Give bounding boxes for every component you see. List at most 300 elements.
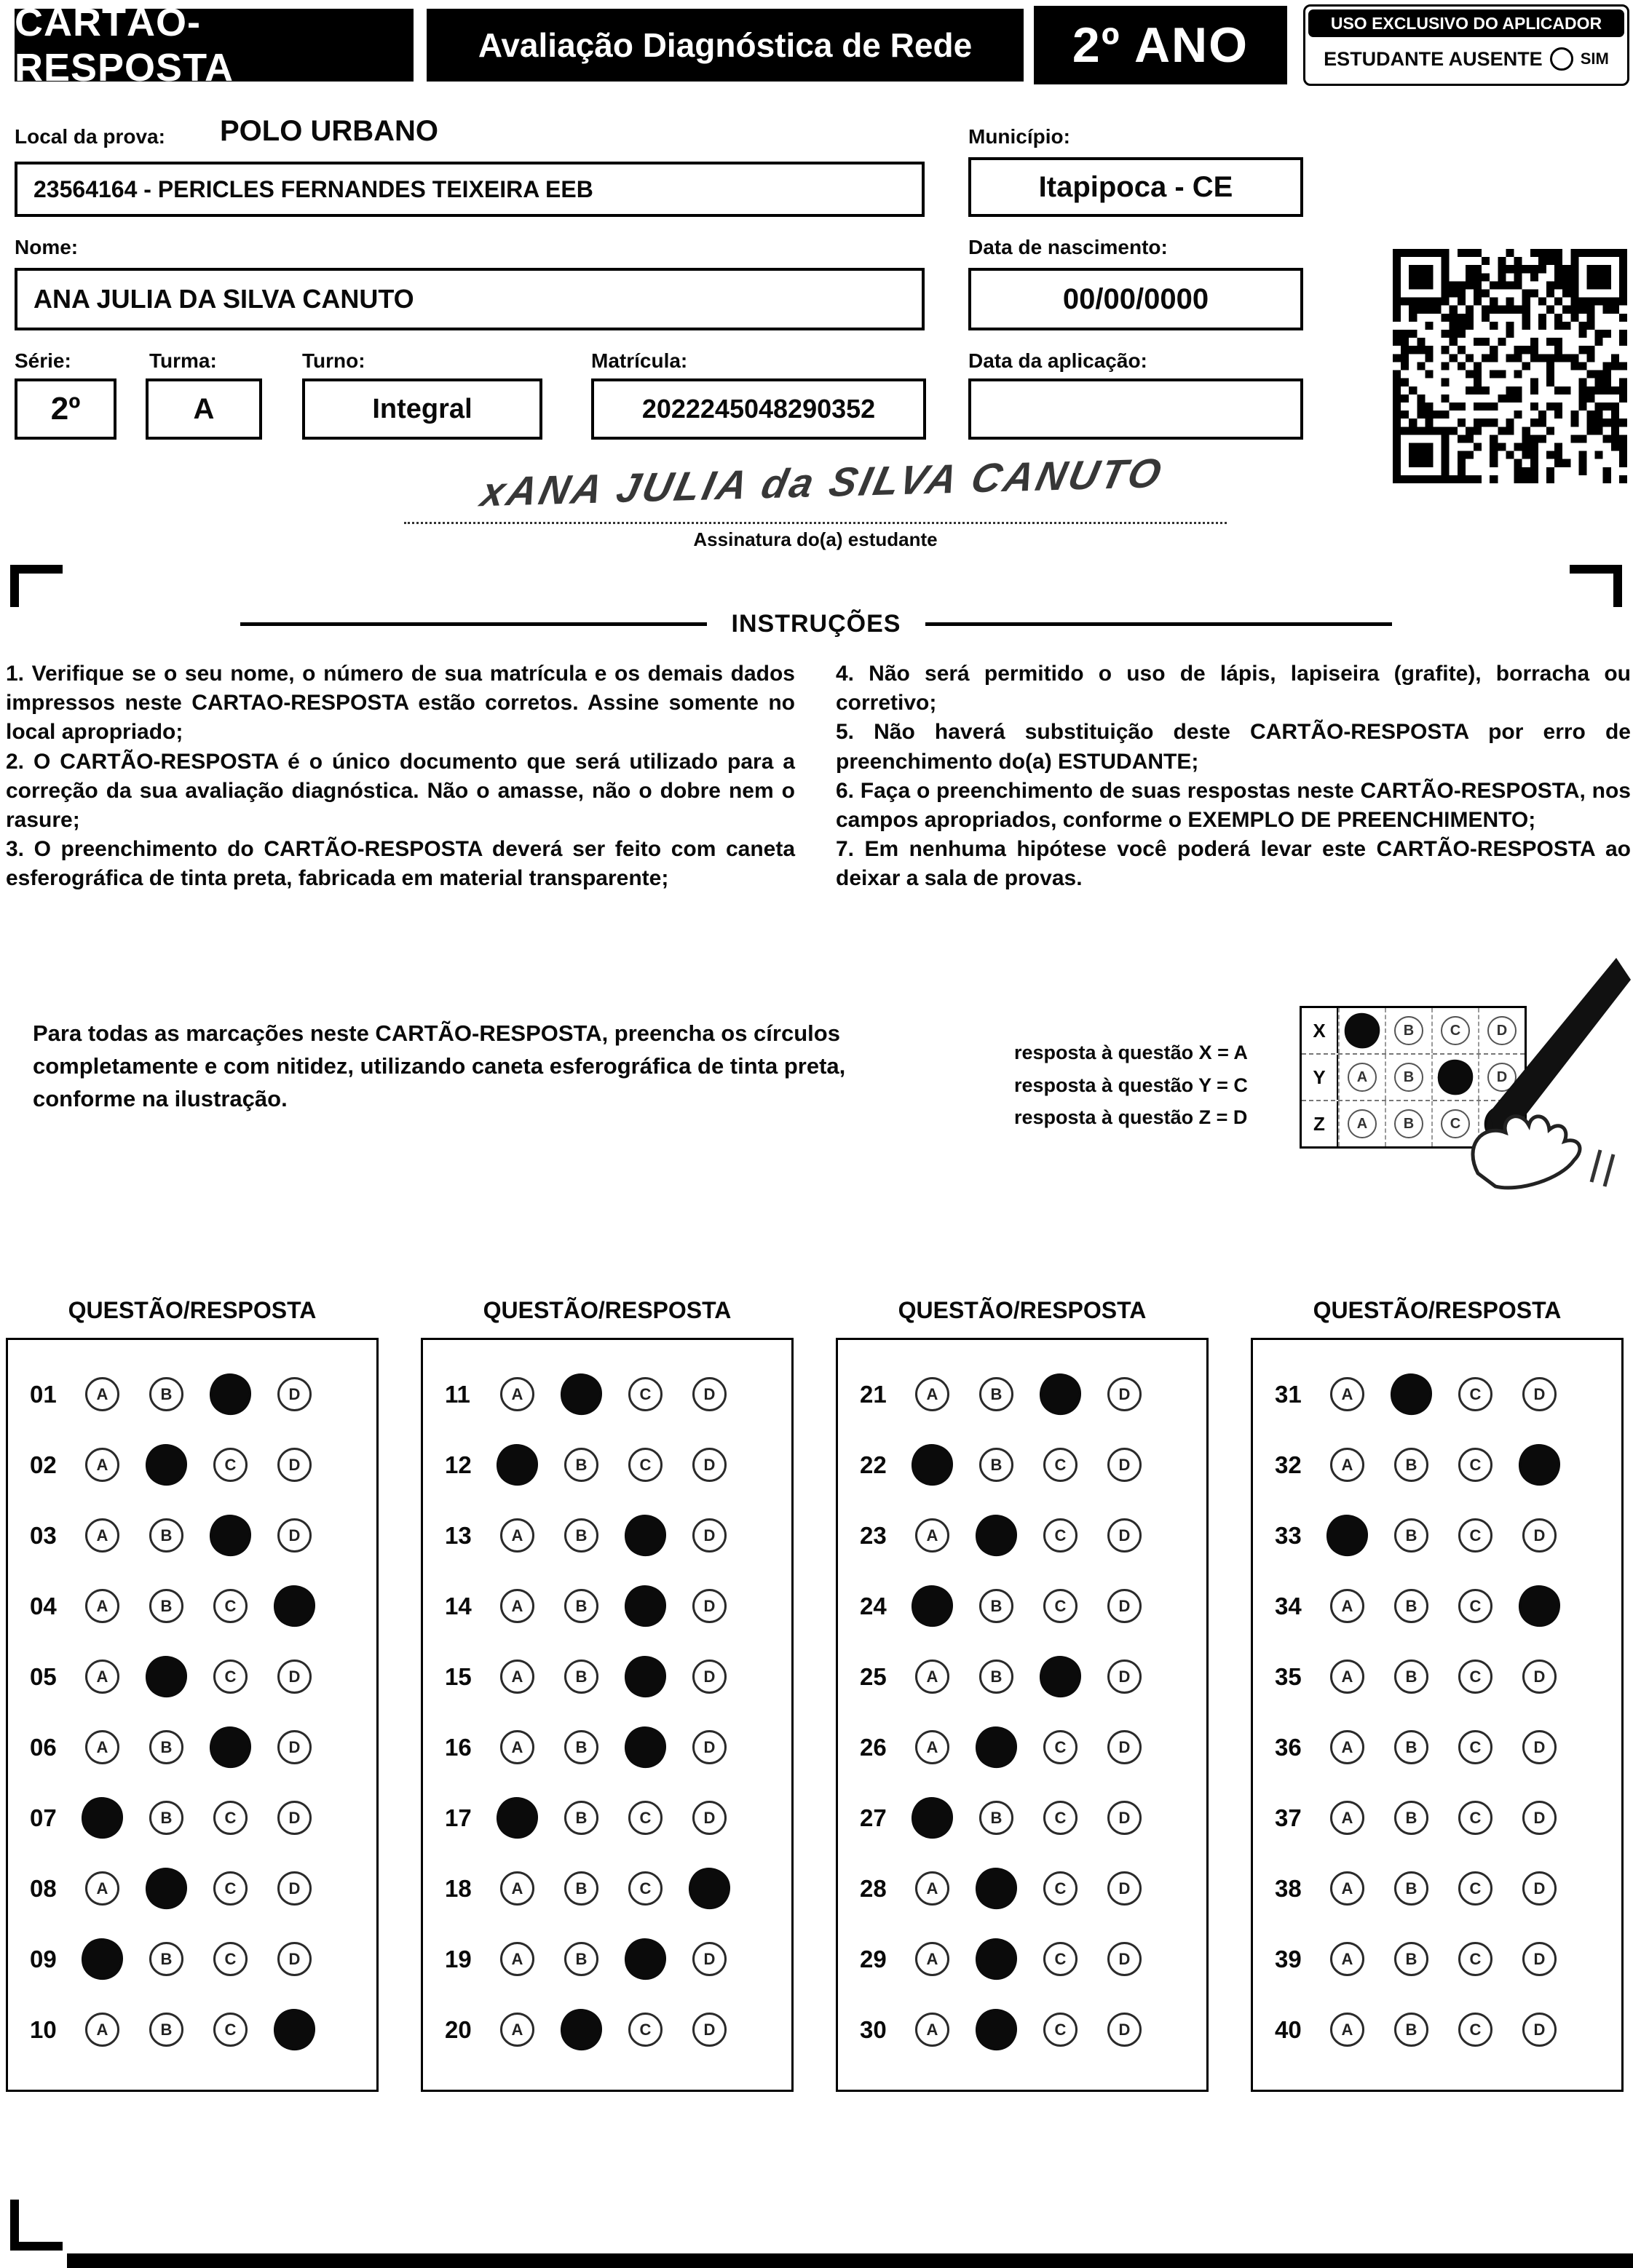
answer-column-header: QUESTÃO/RESPOSTA [898,1297,1147,1323]
answer-bubble: A [915,1660,949,1694]
fill-note: Para todas as marcações neste CARTÃO-RESPOSTA, preencha os círculos completamente e com nitidez, utilizando caneta esferográfica de tinta preta, conforme na ilustração. [33,1020,846,1111]
question-options [85,1942,312,1976]
answer-bubble: D [692,1801,727,1835]
question-number: 15 [445,1662,472,1690]
local-da-prova-label: Local da prova: [15,125,165,148]
answer-bubble: D [1522,1801,1557,1835]
student-absent-label: ESTUDANTE AUSENTE [1324,47,1543,70]
instructions-header [240,610,1392,638]
answer-bubble: C [628,1448,663,1482]
answer-bubble: B [979,1660,1013,1694]
matricula-label: Matrícula: [591,349,688,372]
answer-bubble: C [1458,1730,1492,1764]
answer-bubble: B [979,1801,1013,1835]
answer-bubble: A [915,2013,949,2047]
nome-field: ANA JULIA DA SILVA CANUTO [15,268,925,330]
assessment-title: Avaliação Diagnóstica de Rede [427,9,1024,82]
answer-bubble: A [915,1730,949,1764]
answer-bubble-filled [270,1582,318,1630]
answer-bubble: D [1522,1377,1557,1411]
answer-bubble: B [564,1730,598,1764]
example-bubble: A [1348,1063,1377,1092]
answer-bubble: D [692,1377,727,1411]
question-options [500,2013,727,2047]
question-row [838,1571,1206,1641]
question-number: 11 [445,1380,470,1408]
question-number: 12 [445,1451,472,1478]
answer-bubble: A [500,1518,534,1553]
question-options [500,1660,727,1694]
question-row [423,1924,791,1994]
answer-bubble: A [500,1871,534,1906]
answer-bubble: A [85,2013,119,2047]
answer-bubble: D [1107,2013,1142,2047]
question-row [8,1430,376,1500]
answer-bubble: B [1394,1730,1428,1764]
question-options [500,1377,727,1411]
answer-bubble: D [1522,2013,1557,2047]
question-number: 01 [30,1380,57,1408]
answer-bubble: B [1394,1801,1428,1835]
answer-bubble: B [564,1518,598,1553]
answer-column-header: QUESTÃO/RESPOSTA [68,1297,317,1323]
question-number: 38 [1275,1874,1302,1902]
answer-bubble-filled [1515,1440,1563,1488]
answer-bubble: C [1458,1448,1492,1482]
hand-pen-illustration [1450,955,1633,1195]
question-number: 17 [445,1804,472,1831]
answer-bubble: C [213,1801,248,1835]
question-row [1253,1924,1621,1994]
example-cell [1385,1055,1431,1100]
answer-bubble: A [1330,1660,1364,1694]
question-options [915,1448,1142,1482]
answer-bubble: C [213,1448,248,1482]
answer-bubble: A [500,2013,534,2047]
answer-bubble: A [1330,1448,1364,1482]
answer-bubble: A [500,1660,534,1694]
answer-bubble-filled [908,1440,956,1488]
question-row [8,1712,376,1783]
answer-bubble: D [1107,1377,1142,1411]
answer-grid [1251,1338,1624,2092]
answer-bubble-filled [206,1723,254,1771]
serie-label: Série: [15,349,71,372]
answer-bubble: B [979,1377,1013,1411]
question-options [915,1942,1142,1976]
instruction-item: 4. Não será permitido o uso de lápis, lapiseira (grafite), borracha ou corretivo; [836,662,1631,715]
registration-mark-bottom-left [10,2200,63,2251]
question-options [85,1801,312,1835]
example-caption: resposta à questão X = A [1014,1042,1248,1063]
question-row [1253,1783,1621,1853]
example-bubble: B [1394,1109,1423,1138]
question-number: 36 [1275,1733,1302,1761]
answer-bubble: C [1458,1377,1492,1411]
example-cell [1385,1008,1431,1053]
question-options [1330,1801,1557,1835]
question-row [838,1783,1206,1853]
question-number: 37 [1275,1804,1302,1831]
question-number: 33 [1275,1521,1302,1549]
nascimento-field: 00/00/0000 [968,268,1303,330]
answer-bubble: C [1043,2013,1078,2047]
question-options [1330,1942,1557,1976]
example-cell [1338,1101,1385,1146]
answer-bubble: C [1458,1942,1492,1976]
example-bubble: B [1394,1016,1423,1045]
answer-bubble: C [213,1871,248,1906]
question-number: 14 [445,1592,472,1619]
question-row [838,1500,1206,1571]
question-number: 24 [860,1592,887,1619]
answer-bubble-filled [621,1511,669,1559]
answer-bubble-filled [972,1511,1020,1559]
answer-bubble: A [1330,1589,1364,1623]
question-options [915,1589,1142,1623]
matricula-field: 2022245048290352 [591,378,926,440]
instruction-item: 6. Faça o preenchimento de suas respostas neste CARTÃO-RESPOSTA, nos campos apropriados, conforme o EXEMPLO DE PREENCHIMENTO; [836,778,1631,832]
answer-bubble: A [500,1589,534,1623]
question-row [8,1500,376,1571]
question-options [85,1377,312,1411]
applicator-bar: USO EXCLUSIVO DO APLICADOR [1308,9,1624,37]
signature-caption: Assinatura do(a) estudante [693,528,938,550]
example-bubble: D [1487,1063,1517,1092]
answer-bubble: A [1330,1801,1364,1835]
answer-bubble: A [85,1660,119,1694]
answer-bubble: D [277,1942,312,1976]
question-number: 30 [860,2015,887,2043]
answer-bubble-filled [1036,1370,1084,1418]
question-row [8,1994,376,2065]
answer-bubble: D [1107,1448,1142,1482]
answer-bubble: D [1107,1942,1142,1976]
instruction-item: 2. O CARTÃO-RESPOSTA é o único documento que será utilizado para a correção da sua avaliação diagnóstica. Não o amasse, não o dobre nem o rasure; [6,749,795,832]
example-cell [1338,1055,1385,1100]
answer-bubble: C [1043,1871,1078,1906]
question-row [8,1571,376,1641]
turma-label: Turma: [149,349,217,372]
question-options [85,2013,312,2047]
answer-bubble: D [692,2013,727,2047]
question-number: 34 [1275,1592,1302,1619]
question-row [838,1924,1206,1994]
example-caption: resposta à questão Y = C [1014,1074,1248,1096]
serie-field: 2º [15,378,116,440]
answer-bubble: B [1394,1871,1428,1906]
question-number: 09 [30,1945,57,1972]
answer-bubble: B [149,1589,183,1623]
question-row [1253,1571,1621,1641]
question-options [500,1448,727,1482]
question-options [1330,1448,1557,1482]
example-row-label: X [1302,1008,1338,1053]
question-options [915,1518,1142,1553]
answer-bubble: A [85,1730,119,1764]
answer-bubble-filled [142,1440,190,1488]
question-options [915,1871,1142,1906]
answer-bubble: B [564,1801,598,1835]
answer-bubble: D [1107,1871,1142,1906]
question-options [500,1801,727,1835]
question-row [1253,1641,1621,1712]
answer-bubble: C [1043,1730,1078,1764]
answer-bubble: B [564,1448,598,1482]
question-row [8,1359,376,1430]
answer-bubble: A [85,1589,119,1623]
answer-bubble: A [85,1871,119,1906]
question-row [838,1994,1206,2065]
answer-bubble-filled [270,2005,318,2053]
question-options [85,1660,312,1694]
answer-bubble-filled [972,1864,1020,1912]
registration-mark-top-left [10,565,63,607]
answer-bubble: B [149,2013,183,2047]
answer-bubble: D [277,1448,312,1482]
answer-bubble: C [628,1801,663,1835]
question-row [838,1430,1206,1500]
question-number: 04 [30,1592,57,1619]
answer-bubble-filled [1036,1652,1084,1700]
question-number: 40 [1275,2015,1302,2043]
qr-code [1393,249,1627,483]
answer-bubble: A [500,1730,534,1764]
signature-scrawl: xANA JULIA da SILVA CANUTO [477,449,1169,515]
question-number: 21 [860,1380,887,1408]
answer-bubble: B [564,1660,598,1694]
answer-bubble-filled [1323,1511,1371,1559]
answer-bubble: A [915,1942,949,1976]
answer-bubble-filled [78,1935,126,1983]
answer-bubble: A [1330,1942,1364,1976]
answer-bubble: A [915,1871,949,1906]
question-row [423,1994,791,2065]
answer-bubble: D [277,1871,312,1906]
answer-bubble-filled [557,1370,605,1418]
answer-bubble: C [1043,1448,1078,1482]
question-row [8,1783,376,1853]
answer-bubble: B [564,1871,598,1906]
answer-column-header: QUESTÃO/RESPOSTA [1313,1297,1562,1323]
question-options [85,1871,312,1906]
answer-bubble: C [213,2013,248,2047]
instructions-title: INSTRUÇÕES [731,610,901,638]
aplicacao-field [968,378,1303,440]
answer-bubble: A [500,1377,534,1411]
municipio-field: Itapipoca - CE [968,157,1303,217]
instructions-left [6,659,795,894]
example-bubble: B [1394,1063,1423,1092]
answer-bubble: B [1394,1448,1428,1482]
answer-grid [421,1338,794,2092]
answer-bubble: A [1330,2013,1364,2047]
answer-bubble-filled [621,1582,669,1630]
question-number: 29 [860,1945,887,1972]
example-bubble: C [1441,1016,1470,1045]
answer-bubble: D [692,1518,727,1553]
question-options [915,2013,1142,2047]
answer-bubble: B [564,1942,598,1976]
answer-bubble: B [149,1942,183,1976]
question-options [85,1448,312,1482]
example-bubble: C [1441,1109,1470,1138]
question-number: 03 [30,1521,57,1549]
answer-bubble: B [1394,1518,1428,1553]
question-options [500,1730,727,1764]
answer-bubble: B [1394,1660,1428,1694]
answer-bubble: D [692,1589,727,1623]
answer-bubble-filled [972,1935,1020,1983]
answer-bubble-filled [1515,1582,1563,1630]
answer-bubble-filled [908,1793,956,1841]
answer-bubble: A [85,1377,119,1411]
applicator-box [1303,4,1629,86]
answer-bubble: D [277,1660,312,1694]
question-row [838,1359,1206,1430]
answer-bubble: C [628,1377,663,1411]
answer-bubble: D [277,1518,312,1553]
question-number: 13 [445,1521,472,1549]
answer-bubble-filled [142,1652,190,1700]
instructions-rule-left [240,622,707,626]
answer-bubble-filled [972,1723,1020,1771]
answer-bubble: C [1458,1871,1492,1906]
answer-bubble: B [979,1448,1013,1482]
answer-bubble: D [692,1942,727,1976]
answer-bubble-filled [685,1864,733,1912]
question-options [915,1730,1142,1764]
nome-label: Nome: [15,236,79,258]
answer-bubble-filled [621,1652,669,1700]
municipio-label: Município: [968,125,1070,148]
answer-bubble: C [1043,1942,1078,1976]
question-row [423,1783,791,1853]
question-number: 25 [860,1662,887,1690]
answer-bubble: B [149,1377,183,1411]
question-row [423,1430,791,1500]
nascimento-label: Data de nascimento: [968,236,1168,258]
answer-bubble: A [1330,1377,1364,1411]
answer-bubble-filled [557,2005,605,2053]
answer-bubble-filled [908,1582,956,1630]
answer-bubble: B [564,1589,598,1623]
question-row [838,1853,1206,1924]
question-options [915,1660,1142,1694]
question-options [500,1518,727,1553]
question-row [838,1641,1206,1712]
question-options [500,1871,727,1906]
answer-bubble: D [1107,1589,1142,1623]
absent-sim-bubble [1550,47,1573,71]
question-row [1253,1500,1621,1571]
example-bubble: A [1348,1109,1377,1138]
answer-bubble: D [1107,1801,1142,1835]
answer-bubble: C [1458,2013,1492,2047]
answer-bubble: A [85,1448,119,1482]
answer-bubble: C [1043,1589,1078,1623]
answer-grid [836,1338,1209,2092]
answer-bubble: D [1107,1518,1142,1553]
answer-bubble: D [1522,1730,1557,1764]
question-options [915,1801,1142,1835]
example-cell [1385,1101,1431,1146]
aplicacao-label: Data da aplicação: [968,349,1147,372]
question-options [1330,1660,1557,1694]
question-number: 28 [860,1874,887,1902]
answer-bubble: A [915,1377,949,1411]
answer-bubble: D [1522,1660,1557,1694]
answer-bubble-filled [493,1793,541,1841]
answer-bubble: C [1043,1518,1078,1553]
answer-bubble: D [1107,1660,1142,1694]
answer-bubble-filled [206,1511,254,1559]
question-options [1330,1589,1557,1623]
question-number: 31 [1275,1380,1302,1408]
answer-column-header: QUESTÃO/RESPOSTA [483,1297,732,1323]
answer-bubble: C [1458,1801,1492,1835]
answer-bubble-filled [493,1440,541,1488]
instruction-item: 7. Em nenhuma hipótese você poderá levar este CARTÃO-RESPOSTA ao deixar a sala de provas. [836,837,1631,891]
question-row [1253,1853,1621,1924]
question-options [1330,1871,1557,1906]
student-absent-row [1305,37,1627,81]
question-row [8,1853,376,1924]
answer-bubble-filled [78,1793,126,1841]
question-row [1253,1712,1621,1783]
question-row [838,1712,1206,1783]
answer-bubble: D [277,1730,312,1764]
question-options [915,1377,1142,1411]
question-row [423,1641,791,1712]
example-bubble-filled [1342,1010,1383,1052]
question-options [500,1589,727,1623]
question-number: 07 [30,1804,57,1831]
question-row [423,1500,791,1571]
question-row [1253,1430,1621,1500]
answer-bubble: D [1522,1871,1557,1906]
page-title: CARTÃO-RESPOSTA [15,9,414,82]
question-options [500,1942,727,1976]
question-number: 06 [30,1733,57,1761]
question-row [1253,1994,1621,2065]
question-options [85,1589,312,1623]
question-number: 16 [445,1733,472,1761]
instruction-item: 5. Não haverá substituição deste CARTÃO-RESPOSTA por erro de preenchimento do(a) ESTUDANTE; [836,720,1631,774]
turno-label: Turno: [302,349,365,372]
answer-bubble: A [915,1518,949,1553]
answer-bubble: B [1394,1589,1428,1623]
instruction-item: 1. Verifique se o seu nome, o número de sua matrícula e os demais dados impressos neste CARTAO-RESPOSTA estão corretos. Assine somente no local apropriado; [6,662,795,745]
turno-field: Integral [302,378,542,440]
answer-bubble: C [628,1871,663,1906]
answer-bubble: C [213,1660,248,1694]
answer-bubble: C [1458,1518,1492,1553]
example-row-label: Y [1302,1055,1338,1100]
question-number: 22 [860,1451,887,1478]
answer-bubble: C [1458,1660,1492,1694]
question-row [423,1853,791,1924]
question-options [1330,1730,1557,1764]
answer-bubble: A [500,1942,534,1976]
example-captions [1014,1036,1248,1134]
example-cell [1338,1008,1385,1053]
question-number: 20 [445,2015,472,2043]
question-number: 10 [30,2015,57,2043]
answer-bubble: A [1330,1730,1364,1764]
answer-bubble: C [213,1589,248,1623]
answer-bubble: D [692,1730,727,1764]
